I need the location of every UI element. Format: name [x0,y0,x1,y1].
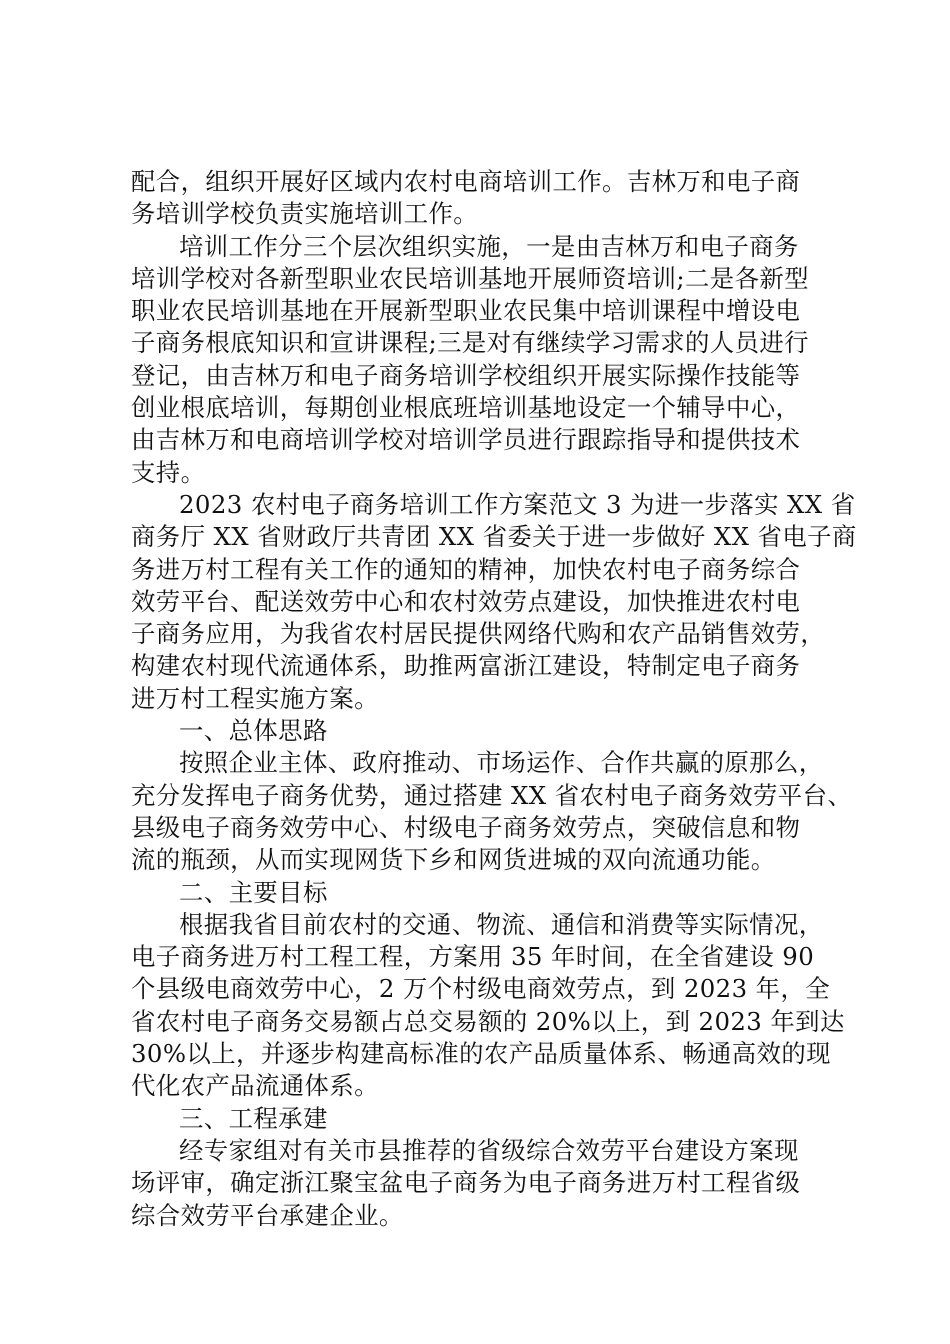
text-line: 按照企业主体、政府推动、市场运作、合作共赢的原那么， [179,748,824,778]
text-line: 场评审，确定浙江聚宝盆电子商务为电子商务进万村工程省级 [131,1168,801,1198]
text-line: 子商务根底知识和宣讲课程;三是对有继续学习需求的人员进行 [131,328,809,358]
text-line: 商务厅 XX 省财政厅共青团 XX 省委关于进一步做好 XX 省电子商 [131,522,857,552]
text-line: 省农村电子商务交易额占总交易额的 20%以上，到 2023 年到达 [131,1006,845,1036]
text-line: 根据我省目前农村的交通、物流、通信和消费等实际情况， [179,909,824,939]
text-line: 电子商务进万村工程工程，方案用 35 年时间，在全省建设 90 [131,942,815,972]
text-line: 务培训学校负责实施培训工作。 [131,199,479,229]
text-line: 效劳平台、配送效劳中心和农村效劳点建设，加快推进农村电 [131,586,801,616]
text-line: 务进万村工程有关工作的通知的精神，加快农村电子商务综合 [131,554,801,584]
text-line: 2023 农村电子商务培训工作方案范文 3 为进一步落实 XX 省 [179,489,856,519]
text-line: 代化农产品流通体系。 [131,1071,379,1101]
body-text [131,166,857,1232]
text-line: 个县级电商效劳中心，2 万个村级电商效劳点，到 2023 年，全 [131,974,831,1004]
text-line: 创业根底培训，每期创业根底班培训基地设定一个辅导中心， [131,393,801,423]
text-line: 流的瓶颈，从而实现网货下乡和网货进城的双向流通功能。 [131,845,776,875]
text-line: 由吉林万和电商培训学校对培训学员进行跟踪指导和提供技术 [131,425,801,455]
text-line: 培训工作分三个层次组织实施，一是由吉林万和电子商务 [179,231,799,261]
text-line: 综合效劳平台承建企业。 [131,1200,404,1230]
text-line: 培训学校对各新型职业农民培训基地开展师资培训;二是各新型 [131,263,809,293]
text-line: 30%以上，并逐步构建高标准的农产品质量体系、畅通高效的现 [131,1039,831,1069]
text-line: 进万村工程实施方案。 [131,683,379,713]
text-line: 职业农民培训基地在开展新型职业农民集中培训课程中增设电 [131,296,801,326]
text-line: 支持。 [131,457,206,487]
text-line: 一、总体思路 [179,716,328,746]
text-line: 经专家组对有关市县推荐的省级综合效劳平台建设方案现 [179,1135,799,1165]
text-line: 构建农村现代流通体系，助推两富浙江建设，特制定电子商务 [131,651,801,681]
text-line: 二、主要目标 [179,877,328,907]
text-line: 子商务应用，为我省农村居民提供网络代购和农产品销售效劳， [131,619,826,649]
text-line: 充分发挥电子商务优势，通过搭建 XX 省农村电子商务效劳平台、 [131,780,853,810]
text-line: 县级电子商务效劳中心、村级电子商务效劳点，突破信息和物 [131,812,801,842]
text-line: 配合，组织开展好区域内农村电商培训工作。吉林万和电子商 [131,167,801,196]
text-line: 登记，由吉林万和电子商务培训学校组织开展实际操作技能等 [131,360,801,390]
text-line: 三、工程承建 [179,1103,328,1133]
